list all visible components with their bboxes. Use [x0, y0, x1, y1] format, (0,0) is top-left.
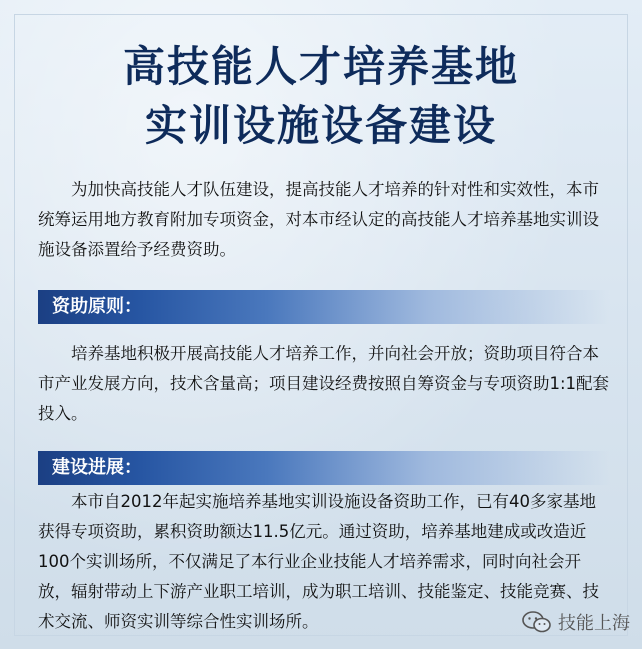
intro-paragraph: 为加快高技能人才队伍建设，提高技能人才培养的针对性和实效性，本市统筹运用地方教育附加专项资金，对本市经认定的高技能人才培养基地实训设施设备添置给予经费资助。 — [38, 180, 599, 259]
wechat-icon — [522, 610, 552, 634]
section-header-progress — [38, 451, 610, 485]
section-header-principle — [38, 290, 610, 324]
watermark — [522, 609, 630, 635]
progress-paragraph: 本市自2012年起实施培养基地实训设施设备资助工作，已有40多家基地获得专项资助，累积资助额达11.5亿元。通过资助，培养基地建成或改造近100个实训场所，不仅满足了本行业企业技能人才培养需求，同时向社会开放，辐射带动上下游产业职工培训，成为职工培训、技能鉴定、技能竞赛、技术交流、师资实训等综合性实训场所。 — [38, 492, 599, 631]
page-title-line-2: 实训设施设备建设 — [144, 101, 497, 150]
section-heading-principle: 资助原则： — [52, 296, 142, 317]
section-heading-progress: 建设进展： — [52, 457, 142, 478]
page-title-line-1: 高技能人才培养基地 — [122, 42, 519, 91]
watermark-text: 技能上海 — [558, 613, 630, 634]
principle-paragraph: 培养基地积极开展高技能人才培养工作，并向社会开放；资助项目符合本市产业发展方向，技术含量高；项目建设经费按照自筹资金与专项资助1:1配套投入。 — [38, 344, 610, 423]
